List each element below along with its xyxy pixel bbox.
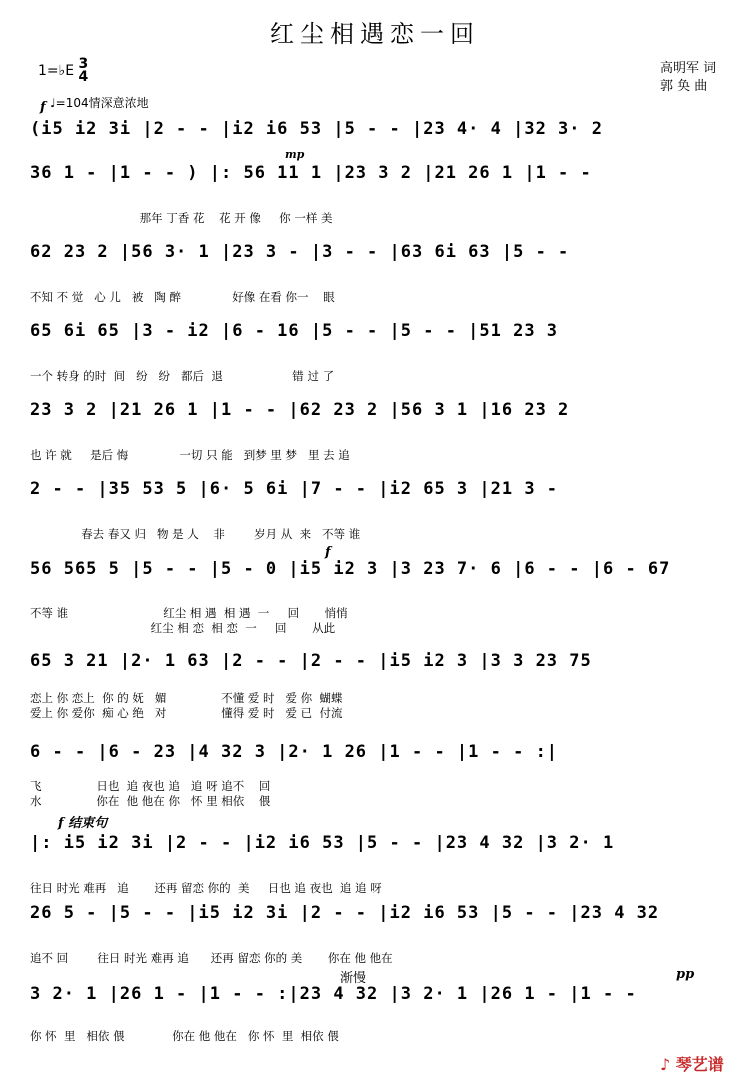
lyrics-verse-1: 你 怀 里 相依 偎 你在 他 他在 你 怀 里 相依 偎 [30,1029,339,1043]
notation-line: 26 5 - |5 - - |i5 i2 3i |2 - - |i2 i6 53 |5 - - |23 4 32 [30,903,660,923]
notation-line: 65 6i 65 |3 - i2 |6 - 16 |5 - - |5 - - |51 23 3 [30,321,559,341]
credits [660,60,716,96]
staff-row [30,902,730,924]
composer: 郭 奂 曲 [660,79,708,94]
staff-row [30,118,730,140]
ritardando: 渐慢 [340,971,367,986]
staff-row [30,741,730,763]
lyrics-verse-1: 追不 回 往日 时光 难再 追 还再 留恋 你的 美 你在 他 他在 [30,951,393,965]
staff-row [30,650,730,672]
staff-row [30,162,730,184]
lyrics-verse-2: 爱上 你 爱你 痴 心 绝 对 懂得 爱 时 爱 已 付流 [30,706,343,720]
staff-row [30,558,730,580]
song-title: 红尘相遇恋一回 [270,20,480,48]
notation-line: 65 3 21 |2· 1 63 |2 - - |2 - - |i5 i2 3 |3 3 23 75 [30,651,592,671]
dynamic-mp: mp [285,148,305,161]
lyricist: 高明军 词 [660,61,717,76]
key-signature [38,58,88,84]
dynamic-f-intro: f [40,100,46,115]
notation-line: 3 2· 1 |26 1 - |1 - - :|23 4 32 |3 2· 1 |26 1 - |1 - - [30,984,637,1004]
lyrics-verse-1: 不知 不 觉 心 儿 被 陶 醉 好像 在看 你一 眼 [30,290,335,304]
key-label: 1= [38,63,59,79]
watermark-logo [660,1052,724,1075]
lyrics-verse-1: 恋上 你 恋上 你 的 妩 媚 不懂 爱 时 爱 你 蝴蝶 [30,691,343,705]
staff-row [30,399,730,421]
notation-line: |: i5 i2 3i |2 - - |i2 i6 53 |5 - - |23 4 32 |3 2· 1 [30,833,615,853]
lyrics-verse-1: 春去 春又 归 物 是 人 非 岁月 从 来 不等 谁 [30,527,361,541]
notation-line: 62 23 2 |56 3· 1 |23 3 - |3 - - |63 6i 63 |5 - - [30,242,570,262]
lyrics-verse-1: 一个 转身 的时 间 纷 纷 都后 退 错 过 了 [30,369,335,383]
lyrics-verse-1: 飞 日也 追 夜也 追 追 呀 追不 回 [30,779,271,793]
watermark-text: 琴艺谱 [675,1055,724,1074]
staff-row [30,241,730,263]
lyrics-verse-1: 也 许 就 是后 悔 一切 只 能 到梦 里 梦 里 去 追 [30,448,350,462]
staff-row [30,320,730,342]
notation-line: 6 - - |6 - 23 |4 32 3 |2· 1 26 |1 - - |1 - - :| [30,742,559,762]
dynamic-f-chorus: f [325,545,331,560]
logo-icon: ♪ [660,1055,671,1074]
lyrics-verse-1: 不等 谁 红尘 相 遇 相 遇 一 回 悄悄 [30,606,348,620]
lyrics-verse-1: 往日 时光 难再 追 还再 留恋 你的 美 日也 追 夜也 追 追 呀 [30,881,382,895]
staff-row [30,983,730,1005]
lyrics-verse-2: 红尘 相 恋 相 恋 一 回 从此 [30,621,336,635]
notation-line: 56 565 5 |5 - - |5 - 0 |i5 i2 3 |3 23 7· 6 |6 - - |6 - 67 [30,559,671,579]
lyrics-verse-1: 那年 丁香 花 花 开 像 你 一样 美 [30,211,333,225]
key-flat: ♭E [58,63,75,79]
staff-row [30,478,730,500]
dynamic-pp: pp [676,967,695,982]
time-top: 3 [78,56,89,72]
staff-row [30,832,730,854]
tempo-marking: ♩=104情深意浓地 [50,96,149,110]
time-bottom: 4 [78,69,89,85]
notation-line: 2 - - |35 53 5 |6· 5 6i |7 - - |i2 65 3 |21 3 - [30,479,559,499]
ending-marker: f 结束句 [58,816,108,831]
lyrics-verse-2: 水 你在 他 他在 你 怀 里 相依 偎 [30,794,271,808]
notation-line: 36 1 - |1 - - ) |: 56 11 1 |23 3 2 |21 26 1 |1 - - [30,163,592,183]
notation-line: (i5 i2 3i |2 - - |i2 i6 53 |5 - - |23 4· 4 |32 3· 2 [30,119,603,139]
notation-line: 23 3 2 |21 26 1 |1 - - |62 23 2 |56 3 1 |16 23 2 [30,400,570,420]
time-signature [79,58,89,84]
